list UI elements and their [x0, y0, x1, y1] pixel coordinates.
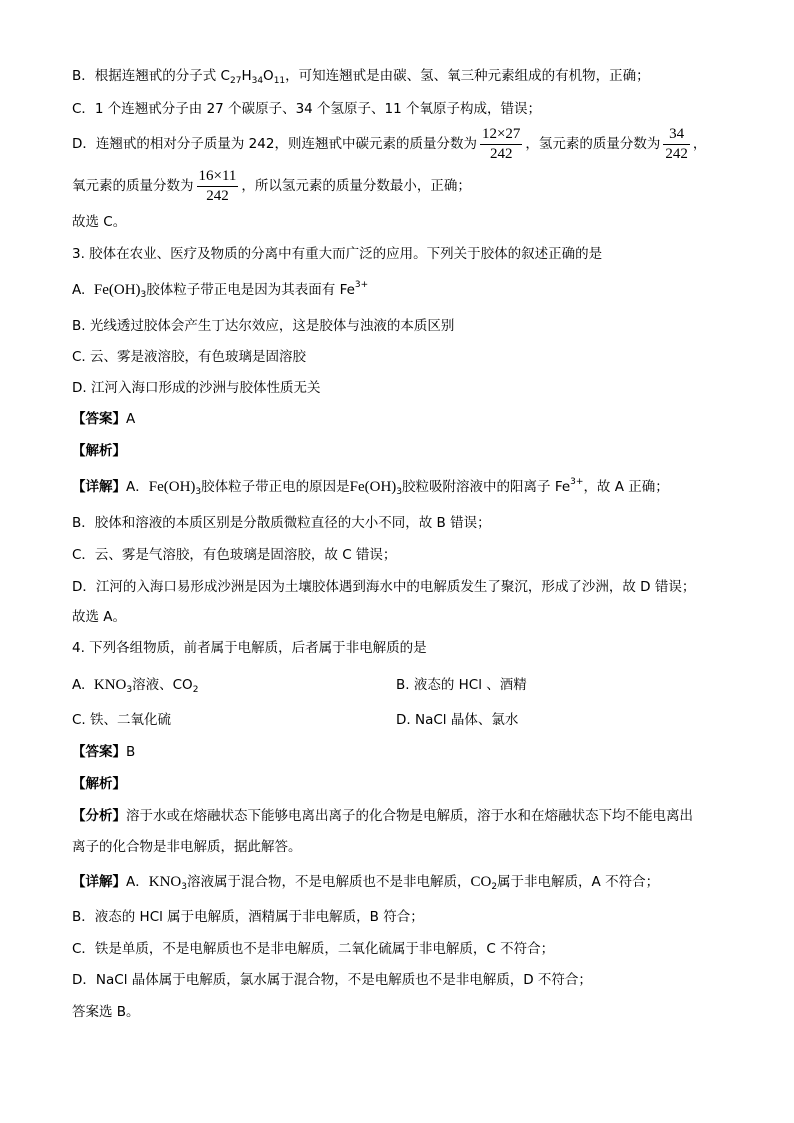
q4-answer — [72, 742, 135, 762]
fraction — [663, 126, 690, 163]
formula: Fe(OH) — [349, 479, 397, 495]
subscript: 3 — [181, 882, 187, 892]
q3-option-c: C. 云、雾是液溶胶，有色玻璃是固溶胶 — [72, 349, 307, 365]
formula: Fe(OH) — [93, 282, 141, 298]
detail-tag: 【详解】 — [72, 479, 126, 495]
fraction-denominator: 242 — [489, 145, 513, 162]
option-label: A. — [72, 677, 86, 693]
fraction-denominator: 242 — [206, 187, 229, 204]
q4-option-c: C. 铁、二氧化硫 — [72, 712, 172, 728]
detail-text: 溶液属于混合物，不是电解质也不是非电解质， — [186, 874, 471, 890]
q3-detail-b: B．胶体和溶液的本质区别是分散质微粒直径的大小不同，故 B 错误； — [72, 515, 491, 531]
answer-value: A — [126, 411, 136, 427]
q2-d-text-end: ， — [692, 136, 707, 152]
formula: KNO — [148, 874, 182, 890]
answer-tag: 【答案】 — [72, 411, 126, 427]
q2-b-text-pre: B．根据连翘甙的分子式 C — [72, 68, 230, 84]
q4-detail-a — [72, 872, 659, 892]
q3-stem: 3. 胶体在农业、医疗及物质的分离中有重大而广泛的应用。下列关于胶体的叙述正确的是 — [72, 246, 603, 262]
q3-detail-c: C．云、雾是气溶胶，有色玻璃是固溶胶，故 C 错误； — [72, 547, 397, 563]
element-symbol: O — [263, 68, 274, 84]
q4-stem: 4. 下列各组物质，前者属于电解质，后者属于非电解质的是 — [72, 640, 427, 656]
fenxi-text: 溶于水或在熔融状态下能够电离出离子的化合物是电解质，溶于水和在熔融状态下均不能电离出 — [126, 808, 693, 824]
q2-b-text-post: ，可知连翘甙是由碳、氢、氧三种元素组成的有机物，正确； — [285, 68, 650, 84]
q4-detail-b: B．液态的 HCl 属于电解质，酒精属于非电解质，B 符合； — [72, 909, 424, 925]
q4-a-text: 溶液、CO — [132, 677, 193, 693]
q2-option-d — [72, 124, 706, 164]
subscript: 27 — [229, 76, 242, 86]
q2-option-d-cont — [72, 166, 471, 206]
q3-a-text: 胶体粒子带正电是因为其表面有 Fe — [146, 282, 355, 298]
detail-text: ，故 A 正确； — [583, 479, 669, 495]
option-label: A. — [72, 282, 86, 298]
q2-d-text-mid: ，氢元素的质量分数为 — [525, 136, 661, 152]
fraction-numerator: 16×11 — [197, 168, 239, 187]
q4-fenxi-1 — [72, 806, 693, 826]
q4-option-b: B. 液态的 HCl 、酒精 — [396, 677, 527, 693]
formula: Fe(OH) — [148, 479, 196, 495]
detail-text: 胶粒吸附溶液中的阳离子 Fe — [402, 479, 571, 495]
answer-value: B — [126, 744, 136, 760]
q3-detail-d: D．江河的入海口易形成沙洲是因为土壤胶体遇到海水中的电解质发生了聚沉，形成了沙洲，故 D 错误； — [72, 579, 696, 595]
q4-option-a — [72, 675, 198, 695]
q4-detail-d: D．NaCl 晶体属于电解质，氯水属于混合物，不是电解质也不是非电解质，D 不符合； — [72, 972, 592, 988]
subscript: 3 — [195, 487, 202, 497]
q3-option-a — [72, 280, 368, 300]
q3-detail-a — [72, 477, 669, 497]
q4-analysis-tag: 【解析】 — [72, 776, 126, 792]
q2-d-text-pre: D．连翘甙的相对分子质量为 242，则连翘甙中碳元素的质量分数为 — [72, 136, 477, 152]
fraction — [480, 126, 522, 163]
detail-label: A． — [126, 479, 149, 495]
detail-text: 胶体粒子带正电的原因是 — [201, 479, 350, 495]
q3-answer — [72, 409, 135, 429]
subscript: 3 — [140, 290, 147, 300]
q2-conclusion: 故选 C。 — [72, 214, 127, 230]
q2-d2-text-pre: 氧元素的质量分数为 — [72, 178, 194, 194]
superscript: 3+ — [354, 280, 369, 290]
q2-option-b — [72, 66, 650, 86]
q4-detail-c: C．铁是单质，不是电解质也不是非电解质，二氧化硫属于非电解质，C 不符合； — [72, 941, 555, 957]
q2-d2-text-post: ，所以氢元素的质量分数最小，正确； — [241, 178, 471, 194]
fraction-numerator: 34 — [663, 126, 690, 145]
subscript: 34 — [251, 76, 264, 86]
q4-fenxi-2: 离子的化合物是非电解质，据此解答。 — [72, 839, 302, 855]
q4-option-d: D. NaCl 晶体、氯水 — [396, 712, 519, 728]
q3-option-b: B. 光线透过胶体会产生丁达尔效应，这是胶体与浊液的本质区别 — [72, 318, 455, 334]
subscript: 2 — [192, 685, 199, 695]
subscript: 11 — [273, 76, 286, 86]
subscript: 3 — [126, 685, 133, 695]
q3-option-d: D. 江河入海口形成的沙洲与胶体性质无关 — [72, 380, 321, 396]
q2-option-c: C．1 个连翘甙分子由 27 个碳原子、34 个氢原子、11 个氧原子构成，错误； — [72, 101, 542, 117]
q3-conclusion: 故选 A。 — [72, 609, 127, 625]
detail-tag: 【详解】 — [72, 874, 126, 890]
element-symbol: H — [241, 68, 252, 84]
fraction-denominator: 242 — [665, 145, 688, 162]
subscript: 2 — [491, 882, 498, 892]
detail-label: A． — [126, 874, 149, 890]
answer-tag: 【答案】 — [72, 744, 126, 760]
fraction — [197, 168, 239, 205]
q3-analysis-tag: 【解析】 — [72, 443, 126, 459]
superscript: 3+ — [570, 477, 584, 487]
q4-conclusion: 答案选 B。 — [72, 1004, 140, 1020]
subscript: 3 — [396, 487, 403, 497]
formula: KNO — [93, 677, 127, 693]
formula: CO — [470, 874, 492, 890]
fraction-numerator: 12×27 — [480, 126, 522, 145]
detail-text: 属于非电解质，A 不符合； — [497, 874, 660, 890]
fenxi-tag: 【分析】 — [72, 808, 126, 824]
